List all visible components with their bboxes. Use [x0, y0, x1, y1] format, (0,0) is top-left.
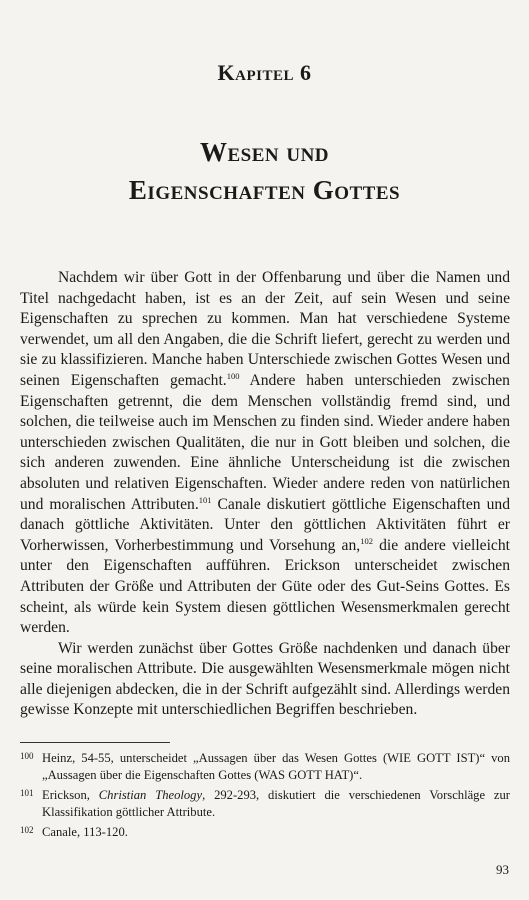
footnote-text-post: , 292-293, diskutiert die verschiedenen Vorschläge zur Klassifikation göttlicher Attribute. — [42, 788, 510, 819]
footnote-text: Canale, 113-120. — [42, 825, 128, 839]
footnote-text-pre: Erickson, — [42, 788, 99, 802]
footnote-102 — [20, 824, 510, 841]
paragraph-1 — [20, 268, 510, 639]
footnote-number: 101 — [20, 788, 34, 798]
paragraph-1-part-d: die andere vielleicht unter den Eigenschaften aufführen. Erickson unterscheidet zwischen Attributen der Größe und Attributen der Güte oder des Gut-Seins Gottes. Es scheint, als würde kein System diesen göttlichen Wesensmerkmalen gerecht werden. — [20, 536, 510, 637]
paragraph-1-part-c: Canale diskutiert göttliche Eigenschaften und danach göttliche Aktivitäten. Unter den göttlichen Aktivitäten führt er Vorherwissen, Vorherbestimmung und Vorsehung an, — [20, 495, 511, 554]
footnotes — [20, 750, 510, 845]
footnote-text — [42, 787, 510, 820]
footnote-number: 102 — [20, 825, 34, 835]
footnote-number: 100 — [20, 751, 34, 761]
footnote-book-title: Christian Theology — [98, 788, 203, 802]
footnote-divider — [20, 742, 170, 743]
chapter-title — [0, 133, 529, 209]
paragraph-1-part-a: Nachdem wir über Gott in der Offenbarung und über die Namen und Titel nachgedacht haben, ist es an der Zeit, auf sein Wesen und seine Eigenschaften zu sprechen zu kommen. Man hat verschiedene Systeme verwendet, um all den Angaben, die die Schrift liefert, gerecht zu werden und sie zu klassifizieren. Manche haben Unterschiede zwischen Gottes Wesen und seinen Eigenschaften gemacht. — [20, 269, 510, 389]
footnote-text: Heinz, 54-55, unterscheidet „Aussagen über das Wesen Gottes (WIE GOTT IST)“ von „Aussagen über die Eigenschaften Gottes (WAS GOTT HAT)“. — [42, 751, 510, 782]
page-number: 93 — [496, 862, 509, 877]
footnote-ref-100[interactable]: 100 — [226, 370, 240, 381]
paragraph-1-part-b: Andere haben unterschieden zwischen Eigenschaften getrennt, die dem Menschen vollständig fremd sind, und solchen, die teilweise auch im Menschen zu finden sind. Wieder andere haben unterschieden zwischen Qualitäten, die nur in Gott bleiben und solchen, die sich anderen zuwenden. Eine ähnliche Unterscheidung ist die zwischen absoluten und relativen Eigenschaften. Wieder andere reden von natürlichen und moralischen Attributen. — [20, 371, 510, 513]
footnote-ref-101[interactable]: 101 — [198, 494, 212, 505]
paragraph-2: Wir werden zunächst über Gottes Größe nachdenken und danach über seine moralischen Attribute. Die ausgewählten Wesensmerkmale mögen nicht alle diejenigen abdecken, die in der Schrift aufgezählt sind. Allerdings werden gewisse Konzepte mit unterschiedlichen Begriffen beschrieben. — [20, 639, 510, 719]
footnote-100 — [20, 750, 510, 783]
body-text — [20, 268, 510, 721]
title-line-2: Eigenschaften Gottes — [128, 175, 401, 205]
chapter-heading: Kapitel 6 — [217, 60, 312, 85]
title-line-1: Wesen und — [199, 137, 330, 167]
footnote-101 — [20, 787, 510, 820]
footnote-ref-102[interactable]: 102 — [360, 535, 373, 546]
